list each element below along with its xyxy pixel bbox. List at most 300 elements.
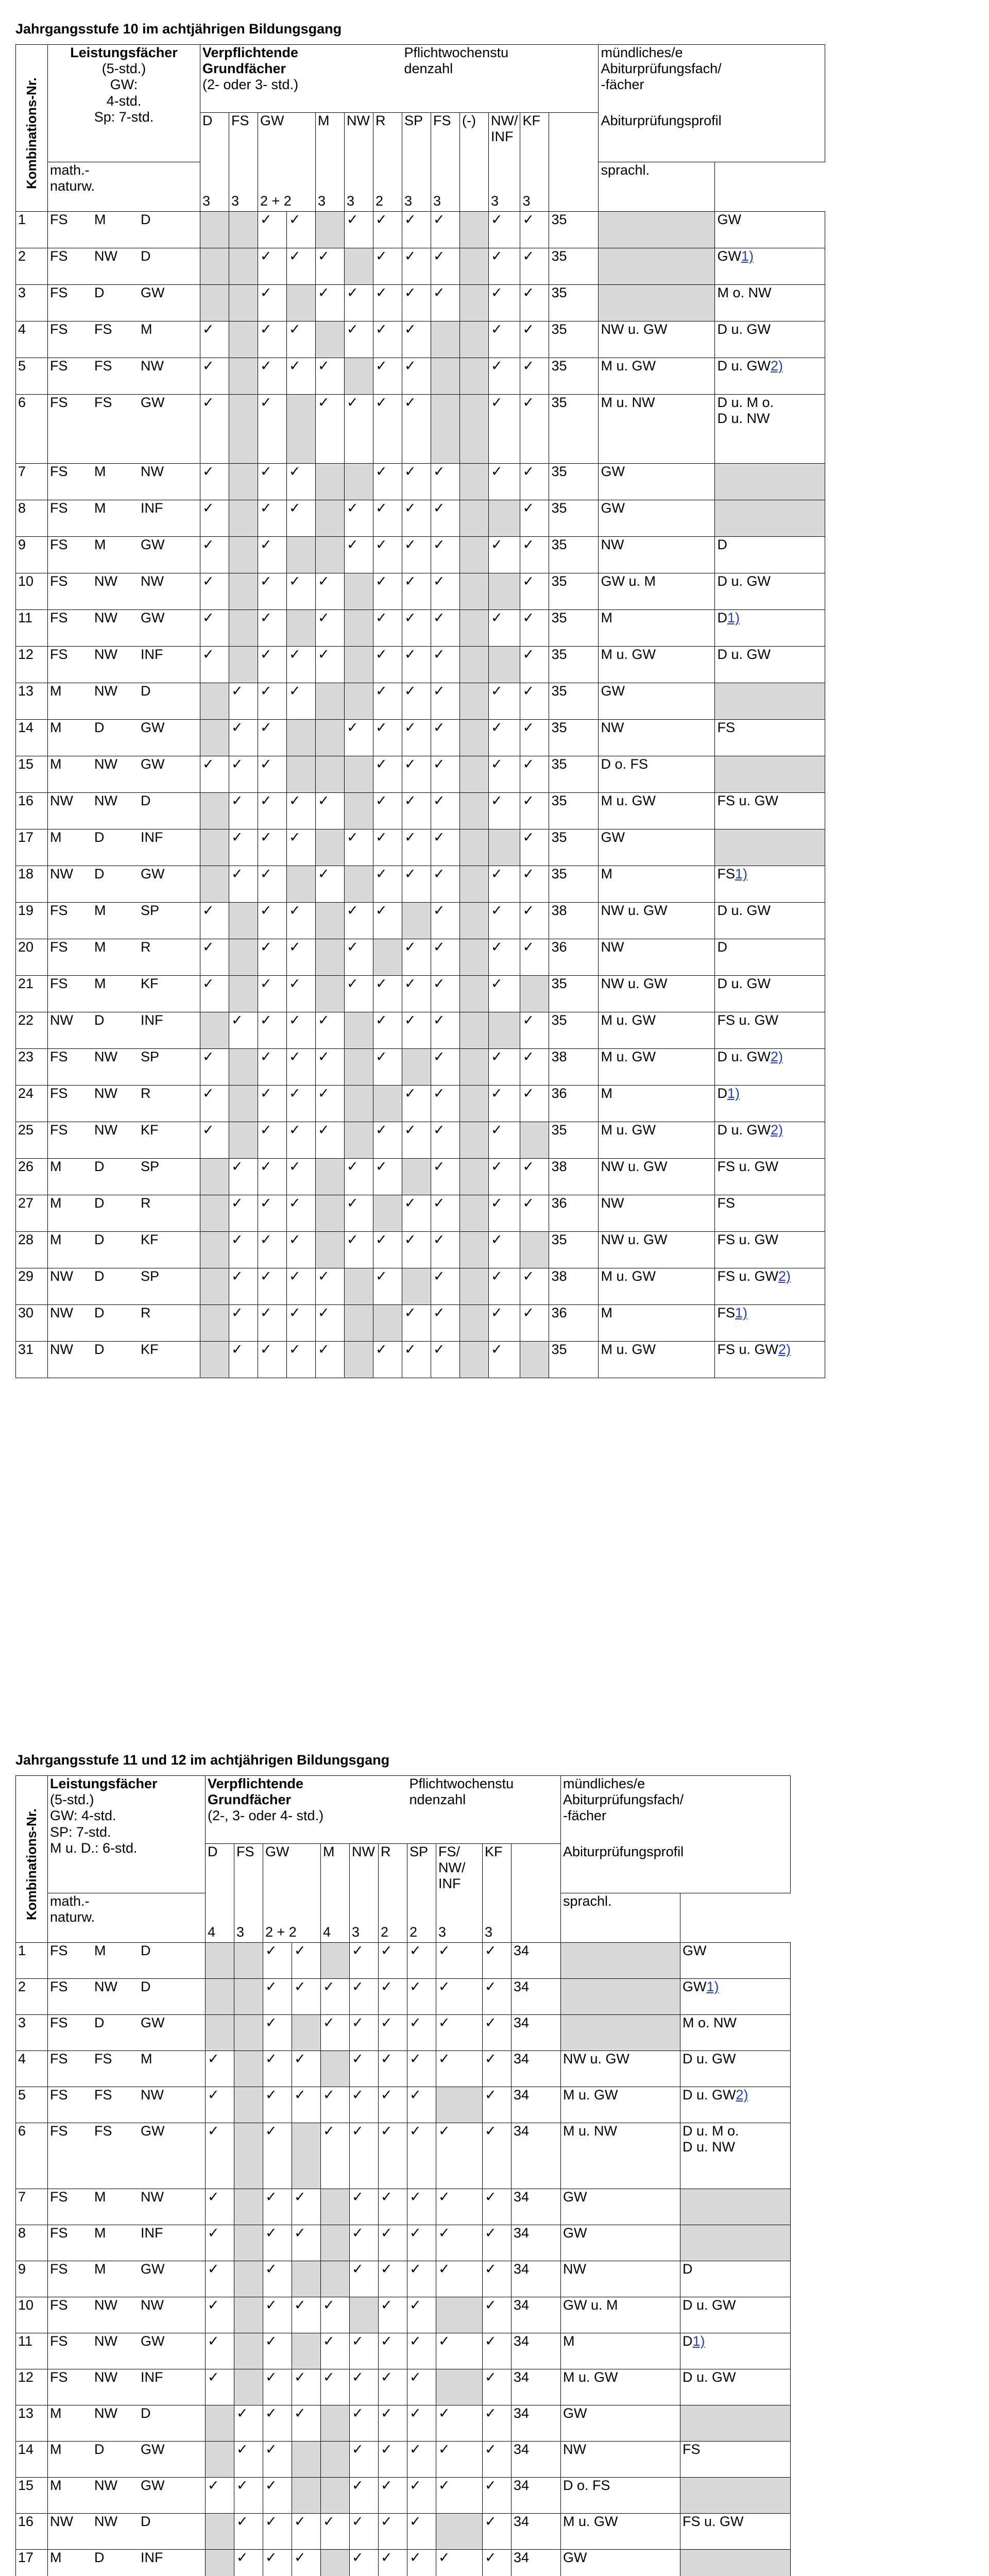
check-cell <box>316 248 345 285</box>
check-cell <box>431 793 460 829</box>
check-cell <box>206 2297 234 2333</box>
subject-header <box>200 113 229 212</box>
check-mark-icon: ✓ <box>260 903 272 919</box>
check-cell <box>402 756 431 793</box>
kombinations-nr: 7 <box>16 464 48 500</box>
check-cell <box>345 720 373 756</box>
check-mark-icon: ✓ <box>404 212 416 228</box>
check-mark-icon: ✓ <box>491 756 503 772</box>
leistungsfach: M <box>141 2051 152 2067</box>
check-cell <box>345 976 373 1012</box>
check-mark-icon: ✓ <box>433 248 445 264</box>
pflichtwochenstunden: 34 <box>511 2015 561 2051</box>
check-cell <box>402 647 431 683</box>
grey-cell <box>206 2405 234 2442</box>
check-cell <box>489 976 520 1012</box>
check-mark-icon: ✓ <box>260 1012 272 1028</box>
check-cell <box>373 212 402 248</box>
check-cell <box>263 2405 292 2442</box>
table-row <box>16 212 825 248</box>
check-mark-icon: ✓ <box>376 683 387 699</box>
sprachl-value: D <box>717 537 727 553</box>
check-cell <box>350 2478 379 2514</box>
leistungsfach: M <box>50 829 62 845</box>
leistungsfach: FS <box>50 464 68 480</box>
grey-cell <box>229 1049 258 1086</box>
leistungsfach: M <box>94 976 106 992</box>
check-mark-icon: ✓ <box>289 464 301 480</box>
check-mark-icon: ✓ <box>485 2405 497 2421</box>
grey-cell <box>316 464 345 500</box>
check-cell <box>379 2478 407 2514</box>
check-cell <box>402 793 431 829</box>
sprachl-value: GW <box>683 1943 707 1959</box>
leistungsfaecher-cell <box>48 2478 206 2514</box>
leistungsfach: INF <box>141 829 163 845</box>
sprachl-cell <box>715 647 825 683</box>
footnote-link[interactable]: 2) <box>778 1268 791 1284</box>
check-cell <box>520 647 549 683</box>
check-cell <box>373 610 402 647</box>
header-line: Verpflichtende <box>202 45 299 61</box>
check-mark-icon: ✓ <box>318 1342 330 1358</box>
grey-cell <box>234 1943 263 1979</box>
sprachl-value: FS u. GW <box>717 1342 778 1358</box>
leistungsfach: NW <box>94 793 117 809</box>
grey-cell <box>200 1342 229 1378</box>
check-mark-icon: ✓ <box>260 1232 272 1248</box>
check-cell <box>345 285 373 321</box>
kombinations-nr: 17 <box>16 829 48 866</box>
sprachl-cell <box>715 1268 825 1305</box>
sprachl-value: FS <box>717 1305 735 1321</box>
check-mark-icon: ✓ <box>289 1268 301 1284</box>
sprachl-cell <box>680 2442 791 2478</box>
leistungsfaecher-cell <box>48 2550 206 2576</box>
footnote-link[interactable]: 2) <box>771 358 783 374</box>
leistungsfach: GW <box>141 720 165 736</box>
check-cell <box>263 2261 292 2297</box>
subject-name: GW <box>265 1844 289 1860</box>
check-cell <box>436 2015 483 2051</box>
check-cell <box>520 248 549 285</box>
kombinations-nr: 31 <box>16 1342 48 1378</box>
leistungsfaecher-cell <box>48 1232 200 1268</box>
check-cell <box>373 683 402 720</box>
leistungsfach: NW <box>94 683 117 699</box>
check-cell <box>316 1268 345 1305</box>
check-mark-icon: ✓ <box>438 2123 450 2139</box>
kombinations-nr: 27 <box>16 1195 48 1232</box>
check-cell <box>316 793 345 829</box>
grey-cell <box>402 903 431 939</box>
sprachl-cell <box>715 358 825 395</box>
sprachl-value: D u. GW <box>683 2087 736 2103</box>
kombinations-nr: 29 <box>16 1268 48 1305</box>
check-cell <box>229 1012 258 1049</box>
check-mark-icon: ✓ <box>231 1012 243 1028</box>
header-line: ndenzahl <box>409 1792 466 1808</box>
header-line: -fächer <box>601 77 644 93</box>
leistungsfach: FS <box>50 1086 68 1101</box>
check-mark-icon: ✓ <box>376 756 387 772</box>
check-mark-icon: ✓ <box>433 683 445 699</box>
leistungsfaecher-cell <box>48 2189 206 2225</box>
subject-header <box>316 113 345 212</box>
check-cell <box>316 866 345 903</box>
leistungsfaecher-cell <box>48 1305 200 1342</box>
check-cell <box>263 2015 292 2051</box>
check-mark-icon: ✓ <box>433 647 445 663</box>
check-mark-icon: ✓ <box>236 2514 248 2530</box>
check-mark-icon: ✓ <box>318 285 330 301</box>
check-mark-icon: ✓ <box>485 2297 497 2313</box>
check-cell <box>520 395 549 464</box>
check-mark-icon: ✓ <box>491 1305 503 1321</box>
header-row <box>16 1776 791 1844</box>
check-mark-icon: ✓ <box>231 1232 243 1248</box>
check-mark-icon: ✓ <box>376 321 387 337</box>
check-cell <box>229 866 258 903</box>
check-cell <box>258 1268 287 1305</box>
check-mark-icon: ✓ <box>352 2189 364 2205</box>
leistungsfaecher-cell <box>48 1979 206 2015</box>
check-cell <box>520 321 549 358</box>
section-jahrgangsstufe-11-12 <box>15 1752 791 2576</box>
check-mark-icon: ✓ <box>289 1342 301 1358</box>
leistungsfaecher-cell <box>48 2514 206 2550</box>
table-row <box>16 1049 825 1086</box>
check-mark-icon: ✓ <box>433 1342 445 1358</box>
grey-cell <box>460 1159 489 1195</box>
footnote-link[interactable]: 1) <box>727 610 740 626</box>
footnote-link[interactable]: 1) <box>735 1305 748 1321</box>
check-mark-icon: ✓ <box>433 720 445 736</box>
leistungsfaecher-header <box>48 45 200 162</box>
check-cell <box>287 976 316 1012</box>
kombinations-nr: 11 <box>16 610 48 647</box>
kombinations-nr: 13 <box>16 2405 48 2442</box>
grey-cell <box>489 573 520 610</box>
subject-name: NW <box>352 1844 375 1860</box>
check-mark-icon: ✓ <box>404 866 416 882</box>
subject-hours: 3 <box>433 193 441 209</box>
leistungsfaecher-cell <box>48 976 200 1012</box>
grey-cell <box>200 212 229 248</box>
check-cell <box>402 248 431 285</box>
grey-cell <box>200 866 229 903</box>
table-row <box>16 1342 825 1378</box>
check-cell <box>287 647 316 683</box>
check-mark-icon: ✓ <box>318 573 330 589</box>
math-naturw-cell <box>599 285 715 321</box>
check-cell <box>234 2405 263 2442</box>
check-cell <box>292 1943 321 1979</box>
leistungsfaecher-cell <box>48 2123 206 2189</box>
math-naturw-cell: M <box>599 866 715 903</box>
check-mark-icon: ✓ <box>381 2225 393 2241</box>
leistungsfach: FS <box>50 2261 68 2277</box>
check-mark-icon: ✓ <box>318 610 330 626</box>
sprachl-value: D u. M o. D u. NW <box>683 2123 739 2155</box>
table-row <box>16 1979 791 2015</box>
table-row <box>16 2333 791 2369</box>
pflichtwochenstunden: 38 <box>549 1159 599 1195</box>
check-cell <box>350 2514 379 2550</box>
check-mark-icon: ✓ <box>352 2405 364 2421</box>
leistungsfach: M <box>50 2550 62 2566</box>
check-mark-icon: ✓ <box>404 573 416 589</box>
check-mark-icon: ✓ <box>376 1268 387 1284</box>
check-mark-icon: ✓ <box>433 756 445 772</box>
leistungsfach: FS <box>50 2225 68 2241</box>
pflichtwochenstunden: 35 <box>549 1342 599 1378</box>
subject-name: M <box>318 113 330 129</box>
kombinations-nr: 1 <box>16 212 48 248</box>
leistungsfach: FS <box>94 395 112 411</box>
check-mark-icon: ✓ <box>352 2442 364 2458</box>
sprachl-value: D u. GW <box>717 647 771 663</box>
grey-cell <box>436 2514 483 2550</box>
check-mark-icon: ✓ <box>208 2225 219 2241</box>
check-mark-icon: ✓ <box>265 2478 277 2494</box>
footnote-link[interactable]: 2) <box>778 1342 791 1358</box>
leistungsfach: NW <box>94 2478 117 2494</box>
check-mark-icon: ✓ <box>522 248 535 264</box>
check-cell <box>373 1342 402 1378</box>
check-mark-icon: ✓ <box>376 647 387 663</box>
footnote-link[interactable]: 2) <box>771 1122 783 1138</box>
check-cell <box>431 1232 460 1268</box>
check-cell <box>258 1049 287 1086</box>
check-mark-icon: ✓ <box>202 1049 214 1065</box>
check-cell <box>258 1342 287 1378</box>
sprachl-value: D u. GW <box>717 573 771 589</box>
header-line: (5-std.) <box>101 61 146 77</box>
math-naturw-cell: GW u. M <box>561 2297 680 2333</box>
math-naturw-cell: D o. FS <box>561 2478 680 2514</box>
check-cell <box>345 537 373 573</box>
footnote-link[interactable]: 1) <box>735 866 748 882</box>
check-cell <box>287 1049 316 1086</box>
check-mark-icon: ✓ <box>491 1159 503 1175</box>
grey-cell <box>345 248 373 285</box>
grey-cell <box>292 2123 321 2189</box>
combination-table <box>15 1775 791 2576</box>
grey-cell <box>460 321 489 358</box>
footnote-link[interactable]: 2) <box>736 2087 748 2103</box>
math-naturw-cell: M u. GW <box>599 1012 715 1049</box>
check-mark-icon: ✓ <box>376 793 387 809</box>
muendliches-abiturpruefungsfach-header <box>561 1776 791 1844</box>
check-cell <box>402 1342 431 1378</box>
check-cell <box>379 2550 407 2576</box>
table-row <box>16 2478 791 2514</box>
grey-cell <box>287 395 316 464</box>
check-mark-icon: ✓ <box>485 2478 497 2494</box>
check-mark-icon: ✓ <box>208 2369 219 2385</box>
grey-cell <box>460 285 489 321</box>
grey-cell <box>345 1086 373 1122</box>
grey-cell <box>287 720 316 756</box>
check-mark-icon: ✓ <box>404 683 416 699</box>
pflichtwochenstunden: 36 <box>549 1305 599 1342</box>
check-cell <box>520 1159 549 1195</box>
check-cell <box>379 2442 407 2478</box>
check-mark-icon: ✓ <box>202 464 214 480</box>
check-cell <box>321 2369 350 2405</box>
check-cell <box>373 1268 402 1305</box>
check-cell <box>234 2478 263 2514</box>
check-cell <box>520 464 549 500</box>
grey-cell <box>402 1159 431 1195</box>
grey-cell <box>345 756 373 793</box>
kombinations-nr: 10 <box>16 2297 48 2333</box>
check-cell <box>520 212 549 248</box>
check-cell <box>489 321 520 358</box>
subject-name: FS <box>231 113 249 129</box>
grey-cell <box>316 976 345 1012</box>
check-mark-icon: ✓ <box>265 2442 277 2458</box>
leistungsfach: M <box>50 2405 62 2421</box>
leistungsfach: GW <box>141 285 165 301</box>
pflichtwochenstunden: 36 <box>549 1086 599 1122</box>
footnote-link[interactable]: 1) <box>692 2333 705 2349</box>
check-cell <box>292 2225 321 2261</box>
check-cell <box>292 2189 321 2225</box>
grey-cell <box>206 2015 234 2051</box>
grey-cell <box>460 1342 489 1378</box>
check-cell <box>489 720 520 756</box>
leistungsfach: FS <box>50 395 68 411</box>
check-mark-icon: ✓ <box>347 285 359 301</box>
leistungsfach: FS <box>50 2051 68 2067</box>
check-mark-icon: ✓ <box>404 1012 416 1028</box>
check-cell <box>373 903 402 939</box>
check-cell <box>520 756 549 793</box>
grey-cell <box>200 683 229 720</box>
footnote-link[interactable]: 2) <box>771 1049 783 1065</box>
sprachl-value: D u. GW <box>717 1122 771 1138</box>
grey-cell <box>316 683 345 720</box>
check-cell <box>489 939 520 976</box>
grey-cell <box>206 2550 234 2576</box>
check-mark-icon: ✓ <box>294 2051 306 2067</box>
check-mark-icon: ✓ <box>491 939 503 955</box>
check-mark-icon: ✓ <box>404 610 416 626</box>
check-mark-icon: ✓ <box>376 1232 387 1248</box>
grey-cell <box>489 500 520 537</box>
sprachl-cell <box>680 2297 791 2333</box>
check-cell <box>287 903 316 939</box>
subject-hours: 2 <box>381 1924 389 1940</box>
check-cell <box>402 610 431 647</box>
check-cell <box>292 2369 321 2405</box>
check-mark-icon: ✓ <box>294 2225 306 2241</box>
check-cell <box>436 2333 483 2369</box>
kombinations-nr: 18 <box>16 866 48 903</box>
subject-hours: 3 <box>236 1924 245 1940</box>
kombinations-nr: 17 <box>16 2550 48 2576</box>
check-mark-icon: ✓ <box>260 248 272 264</box>
check-cell <box>229 1159 258 1195</box>
footnote-link[interactable]: 1) <box>741 248 754 264</box>
sprachl-cell <box>680 2189 791 2225</box>
subject-header <box>402 113 431 212</box>
check-mark-icon: ✓ <box>410 2225 421 2241</box>
header-line: Leistungsfächer <box>70 45 178 61</box>
footnote-link[interactable]: 1) <box>727 1086 740 1101</box>
sprachl-value: FS u. GW <box>717 1012 778 1028</box>
pflichtwochenstunden: 35 <box>549 976 599 1012</box>
leistungsfach: NW <box>141 464 164 480</box>
check-mark-icon: ✓ <box>410 2333 421 2349</box>
leistungsfach: NW <box>141 2189 164 2205</box>
leistungsfach: FS <box>50 1979 68 1995</box>
check-cell <box>373 720 402 756</box>
check-mark-icon: ✓ <box>376 1122 387 1138</box>
kombinations-nr: 16 <box>16 793 48 829</box>
table-row <box>16 1195 825 1232</box>
check-cell <box>431 573 460 610</box>
check-mark-icon: ✓ <box>260 647 272 663</box>
check-cell <box>316 1086 345 1122</box>
sprachl-value: D <box>683 2333 693 2349</box>
check-cell <box>407 2261 436 2297</box>
leistungsfach: D <box>94 2015 105 2031</box>
subject-hours: 3 <box>202 193 211 209</box>
kombinations-nr: 24 <box>16 1086 48 1122</box>
leistungsfach: D <box>94 1232 105 1248</box>
leistungsfach: M <box>94 2261 106 2277</box>
check-cell <box>407 2333 436 2369</box>
leistungsfaecher-cell <box>48 1012 200 1049</box>
leistungsfach: FS <box>94 2123 112 2139</box>
check-cell <box>263 2514 292 2550</box>
check-mark-icon: ✓ <box>260 939 272 955</box>
check-cell <box>316 647 345 683</box>
check-cell <box>483 2015 511 2051</box>
check-mark-icon: ✓ <box>260 793 272 809</box>
grey-cell <box>321 2550 350 2576</box>
grey-cell <box>229 573 258 610</box>
kombinations-nr: 21 <box>16 976 48 1012</box>
sprachl-value: GW <box>683 1979 707 1995</box>
math-naturw-cell: M u. GW <box>561 2369 680 2405</box>
check-cell <box>407 1943 436 1979</box>
table-row <box>16 2087 791 2123</box>
leistungsfaecher-cell <box>48 537 200 573</box>
math-naturw-cell: NW <box>561 2261 680 2297</box>
check-cell <box>520 573 549 610</box>
grey-cell <box>316 537 345 573</box>
grey-cell <box>316 1195 345 1232</box>
subject-name: GW <box>260 113 284 129</box>
check-cell <box>258 903 287 939</box>
check-cell <box>402 1195 431 1232</box>
grey-cell <box>350 2297 379 2333</box>
footnote-link[interactable]: 1) <box>706 1979 719 1995</box>
header-line: Sp: 7-std. <box>94 109 154 125</box>
check-cell <box>258 500 287 537</box>
pflichtwochenstunden: 38 <box>549 1268 599 1305</box>
sprachl-cell <box>715 1049 825 1086</box>
leistungsfaecher-header <box>48 1776 206 1893</box>
check-mark-icon: ✓ <box>381 2123 393 2139</box>
check-mark-icon: ✓ <box>352 2261 364 2277</box>
grey-cell <box>321 2225 350 2261</box>
leistungsfach: M <box>50 1195 62 1211</box>
